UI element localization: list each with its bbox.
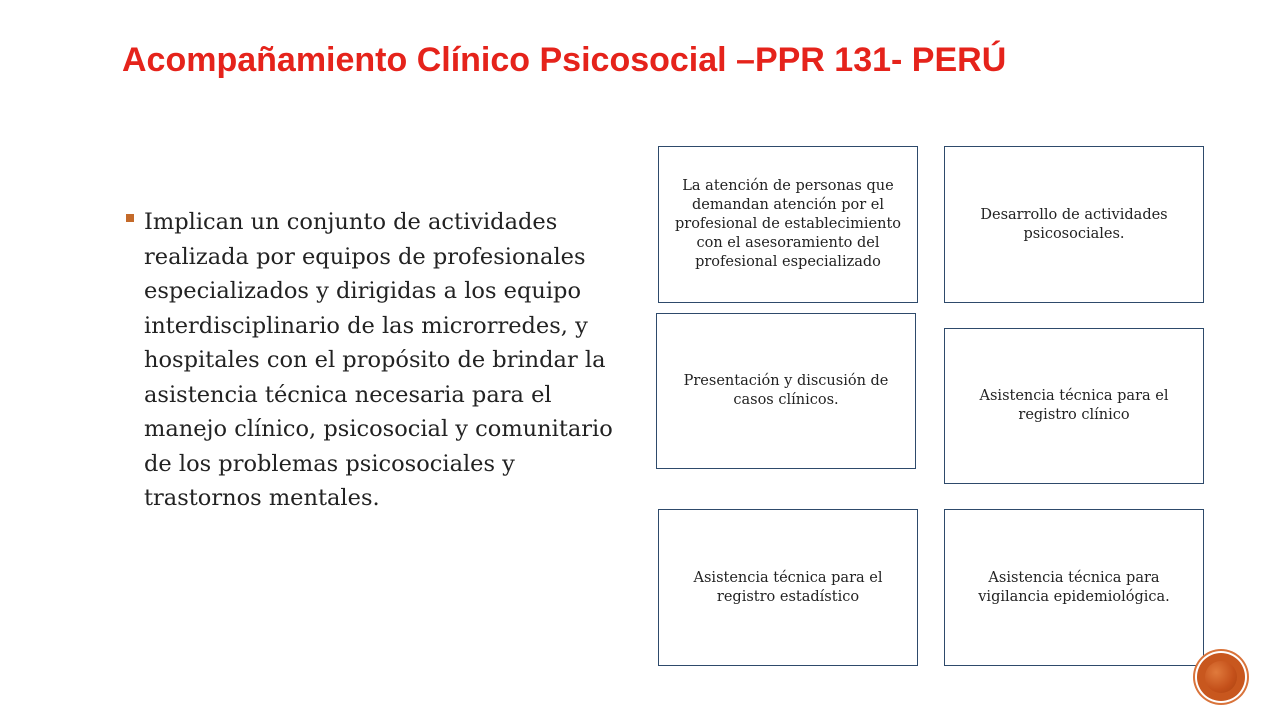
activity-box-case-discussion (656, 313, 916, 469)
activity-box-label: Asistencia técnica para vigilancia epidemiológica. (978, 569, 1170, 605)
activity-box-label: Presentación y discusión de casos clínicos. (683, 373, 889, 408)
bullet-text: Implican un conjunto de actividades realizada por equipos de profesionales especializados y dirigidas a los equipo interdisciplinario de las microrredes, y hospitales con el propósito de brindar la asistencia técnica necesaria para el manejo clínico, psicosocial y comunitario de los problemas psicosociales y trastornos mentales. (144, 209, 613, 511)
activity-box-psychosocial (944, 146, 1204, 303)
square-bullet-icon (126, 214, 134, 222)
activity-box-attention (658, 146, 918, 303)
circle-badge-icon[interactable] (1197, 653, 1245, 701)
activity-box-clinical-record (944, 328, 1204, 484)
bullet-list (122, 205, 622, 516)
activity-box-label: Asistencia técnica para el registro estadístico (693, 569, 883, 605)
activity-box-label: La atención de personas que demandan atención por el profesional de establecimiento con el asesoramiento del profesional especializado (674, 178, 902, 270)
activity-box-statistical-record (658, 509, 918, 666)
activity-box-label: Desarrollo de actividades psicosociales. (980, 206, 1168, 242)
activity-box-label: Asistencia técnica para el registro clínico (979, 388, 1169, 423)
badge-inner (1205, 661, 1237, 693)
activity-box-epidemiological (944, 509, 1204, 666)
slide-title: Acompañamiento Clínico Psicosocial –PPR 131- PERÚ (122, 41, 1007, 79)
